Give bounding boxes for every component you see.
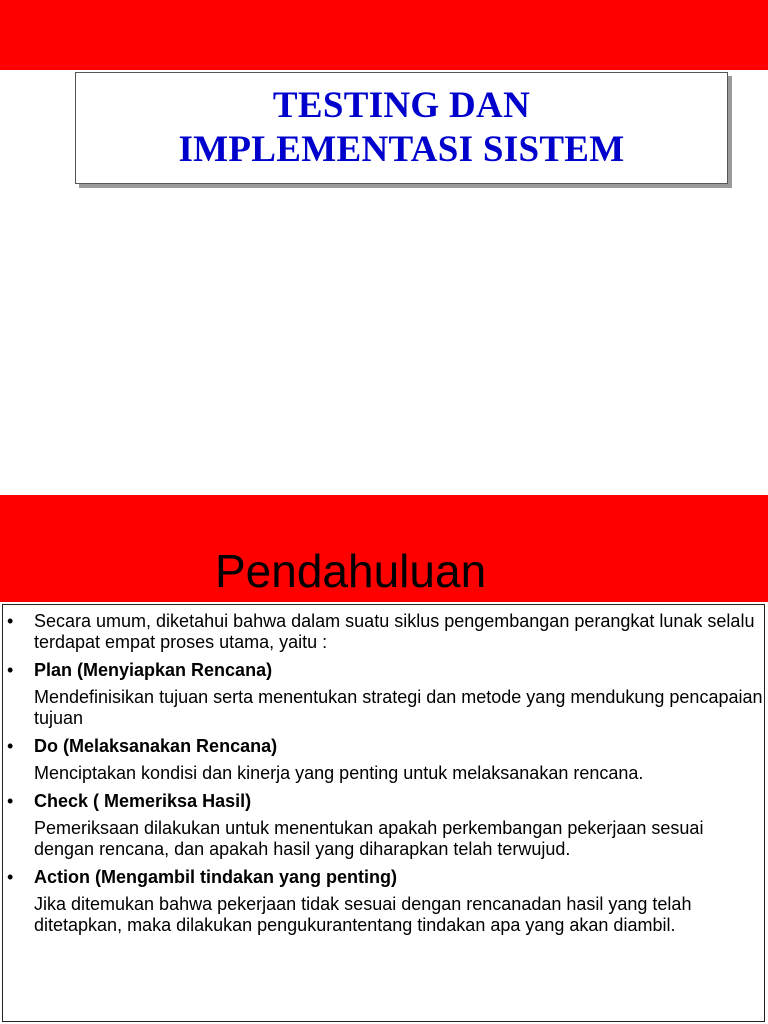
bullet-heading-action: Action (Mengambil tindakan yang penting) — [34, 867, 398, 887]
bullet-icon: • — [7, 611, 14, 631]
bullet-icon: • — [7, 736, 14, 756]
bullet-item-check — [3, 791, 764, 860]
intro-text: Secara umum, diketahui bahwa dalam suatu siklus pengembangan perangkat lunak selalu terdapat empat proses utama, yaitu : — [34, 611, 755, 652]
bullet-list — [3, 605, 764, 936]
title-slide-red-band — [0, 0, 768, 70]
bullet-heading-check: Check ( Memeriksa Hasil) — [34, 791, 252, 811]
bullet-icon: • — [7, 660, 14, 680]
bullet-item-plan — [3, 660, 764, 729]
bullet-description-action: Jika ditemukan bahwa pekerjaan tidak sesuai dengan rencanadan hasil yang telah ditetapkan, maka dilakukan pengukurantentang tindakan apa yang akan diambil. — [34, 894, 692, 935]
bullet-description-plan: Mendefinisikan tujuan serta menentukan strategi dan metode yang mendukung pencapaian tujuan — [34, 687, 763, 728]
title-slide — [0, 0, 768, 495]
content-text-box — [2, 604, 765, 1022]
bullet-icon: • — [7, 791, 14, 811]
title-box — [75, 72, 728, 184]
title-line-1: TESTING DAN — [272, 85, 531, 126]
bullet-item-do — [3, 736, 764, 784]
bullet-item-intro — [3, 611, 764, 653]
bullet-description-do: Menciptakan kondisi dan kinerja yang penting untuk melaksanakan rencana. — [34, 763, 644, 783]
bullet-heading-plan: Plan (Menyiapkan Rencana) — [34, 660, 273, 680]
bullet-heading-do: Do (Melaksanakan Rencana) — [34, 736, 278, 756]
slide-heading: Pendahuluan — [215, 545, 487, 597]
content-slide — [0, 495, 768, 1024]
bullet-description-check: Pemeriksaan dilakukan untuk menentukan apakah perkembangan pekerjaan sesuai dengan rencana, dan apakah hasil yang diharapkan telah terwujud. — [34, 818, 704, 859]
title-line-2: IMPLEMENTASI SISTEM — [178, 129, 625, 170]
bullet-icon: • — [7, 867, 14, 887]
bullet-item-action — [3, 867, 764, 936]
